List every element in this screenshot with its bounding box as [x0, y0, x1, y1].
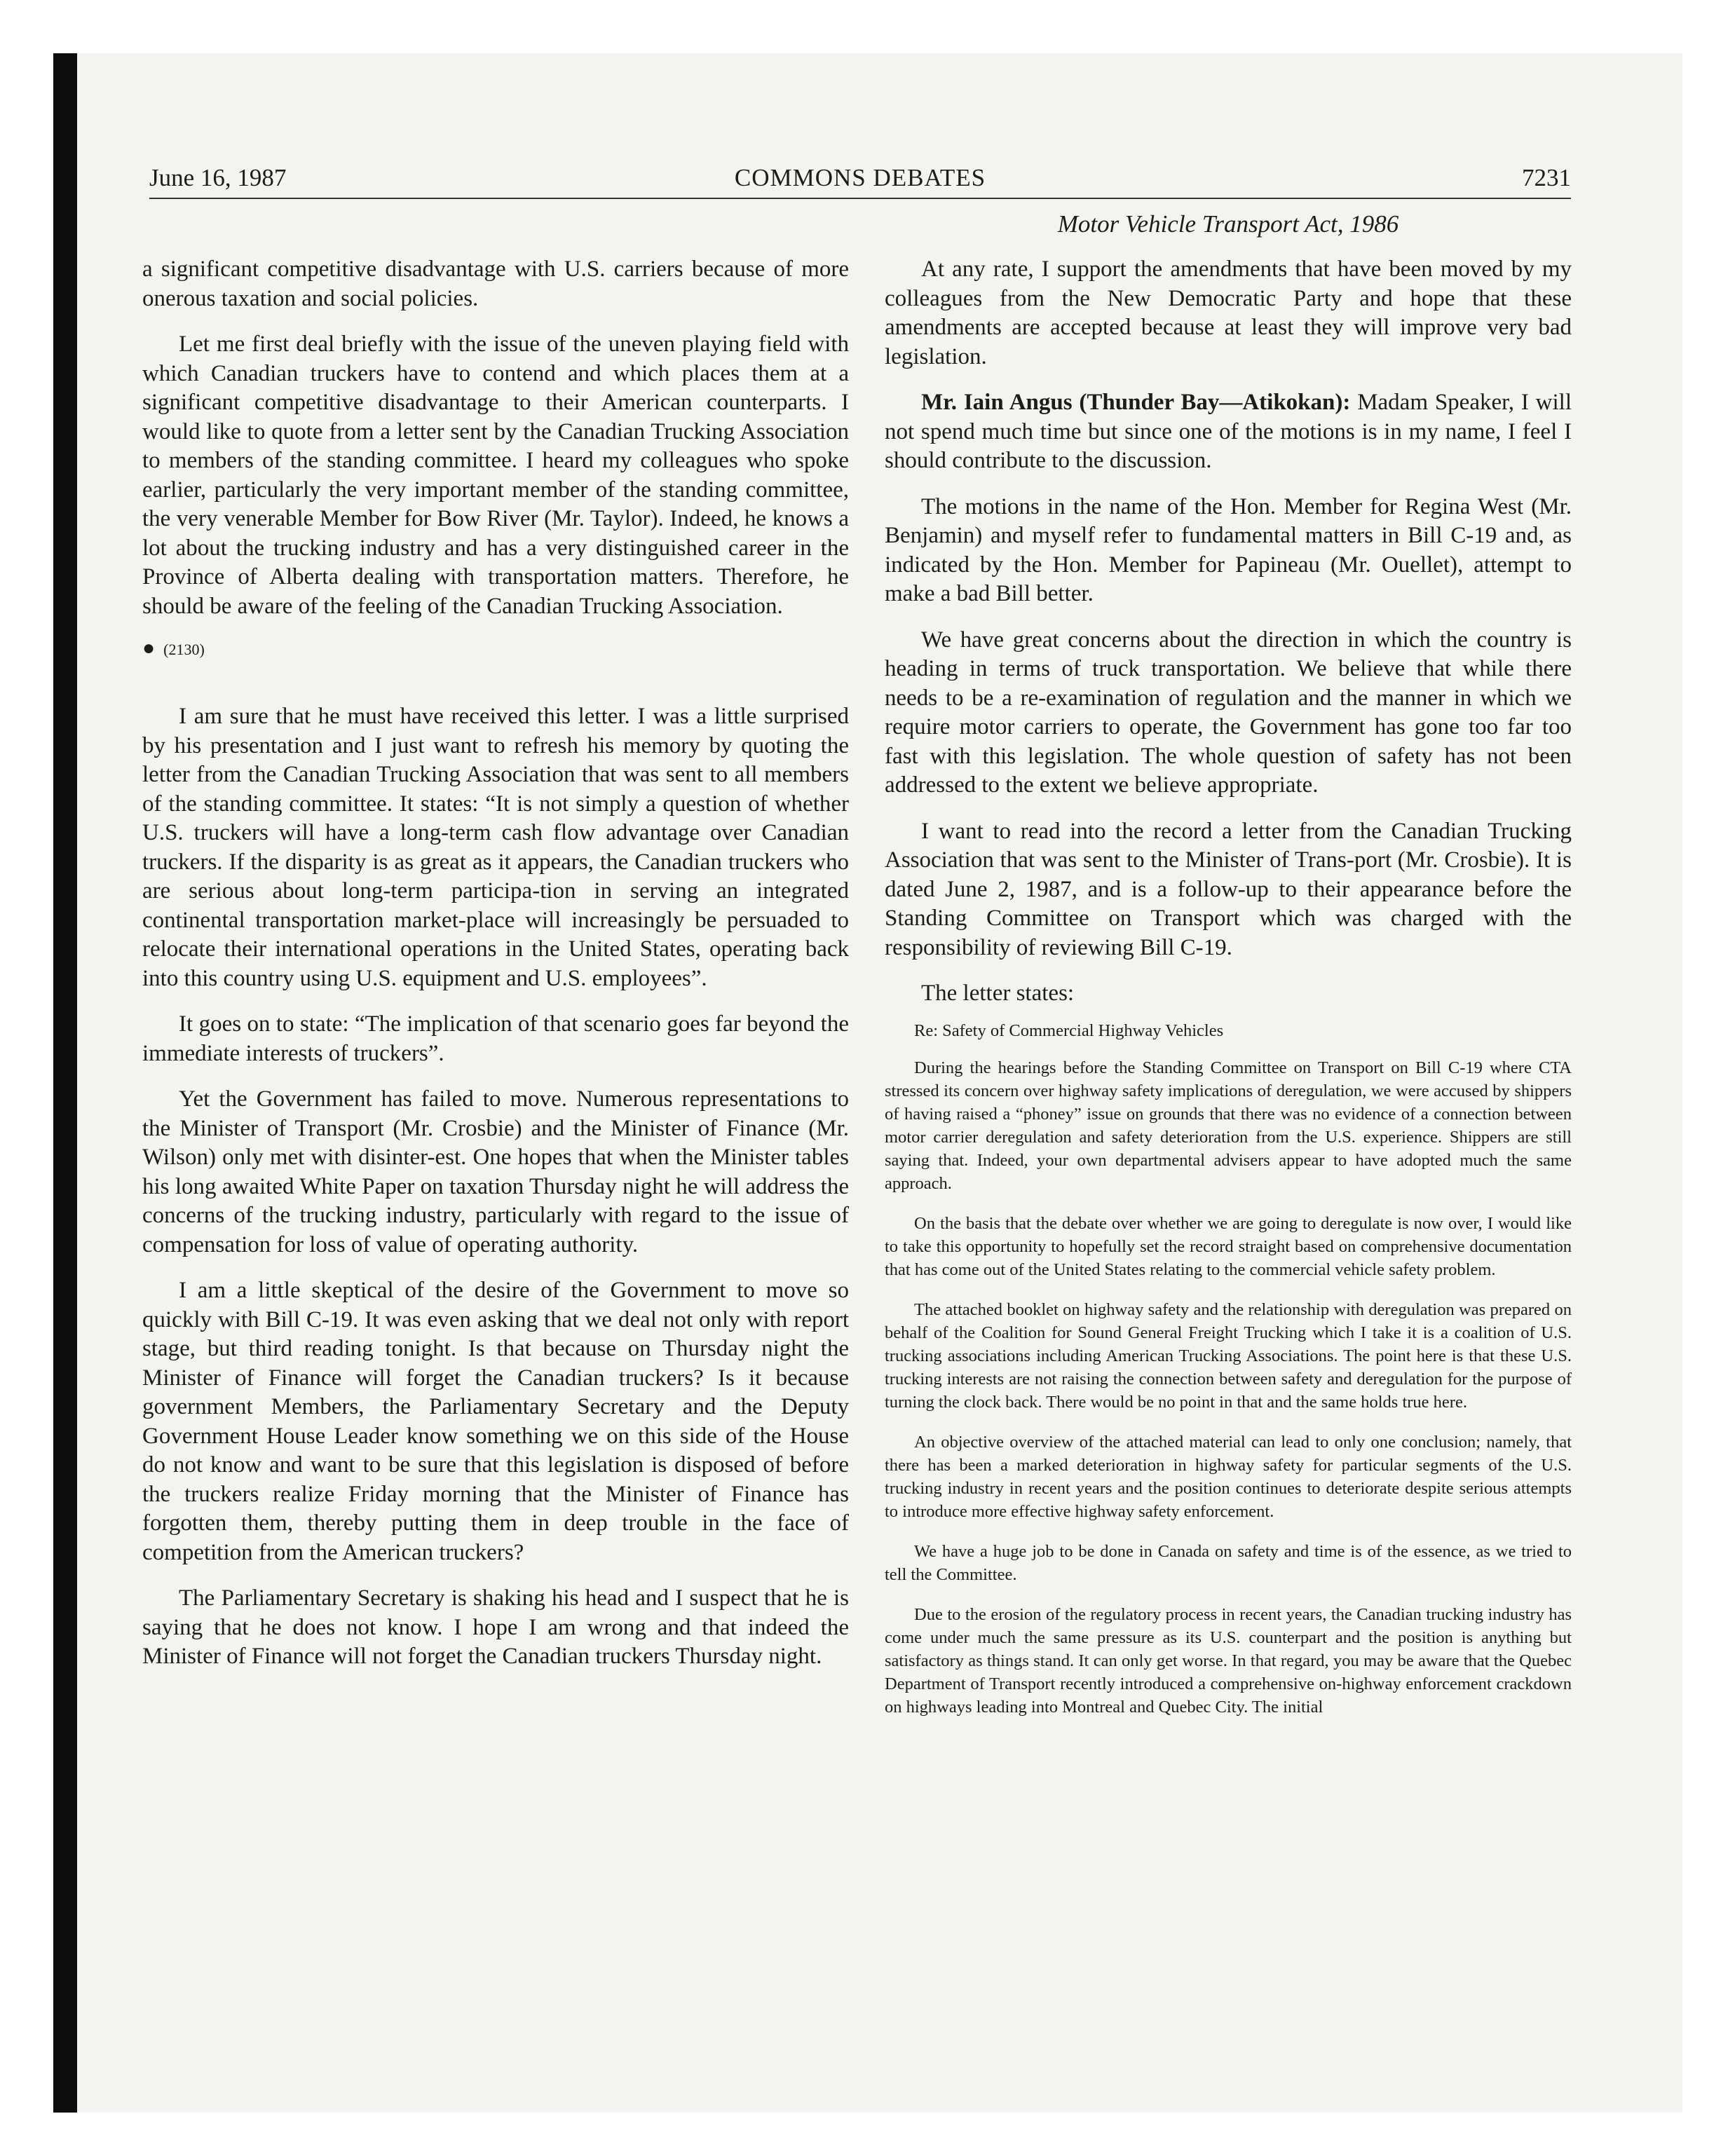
- speech-paragraph: [885, 388, 1572, 476]
- right-column: [885, 255, 1572, 1735]
- speech-text: Madam Speaker, I will not spend much time but since one of the motions is in my name, I feel I should contribute to the discussion.: [885, 390, 1572, 473]
- speaker-name: Mr. Iain Angus (Thunder Bay—Atikokan):: [921, 390, 1351, 415]
- quote-paragraph: Due to the erosion of the regulatory process in recent years, the Canadian trucking industry has come under much the same pressure as its U.S. counterpart and the position is anything but satisfactory as things stand. It can only get worse. In that regard, you may be aware that the Quebec Department of Transport recently introduced a comprehensive on-highway enforcement crackdown on highways leading into Montreal and Quebec City. The initial: [885, 1605, 1572, 1717]
- paragraph: a significant competitive disadvantage with U.S. carriers because of more onerous taxation and social policies.: [142, 257, 849, 311]
- quote-paragraph: On the basis that the debate over whether we are going to deregulate is now over, I would like to take this opportunity to hopefully set the record straight based on comprehensive documentation that has come out of the United States relating to the commercial vehicle safety problem.: [885, 1214, 1572, 1279]
- header-date: June 16, 1987: [149, 164, 287, 191]
- header-publication: COMMONS DEBATES: [734, 164, 986, 191]
- quote-paragraph: An objective overview of the attached material can lead to only one conclusion; namely, that there has been a marked deterioration in highway safety for particular segments of the U.S. trucking industry in recent years and the position continues to deteriorate despite serious attempts to introduce more effective highway safety enforcement.: [885, 1433, 1572, 1521]
- running-header: [149, 163, 1571, 199]
- left-column: [142, 255, 849, 1688]
- section-title: Motor Vehicle Transport Act, 1986: [1057, 210, 1399, 238]
- quote-paragraph: During the hearings before the Standing Committee on Transport on Bill C-19 where CTA stressed its concern over highway safety implications of deregulation, we were accused by shippers of having raised a “phoney” issue on grounds that there was no evidence of a connection between motor carrier deregulation and safety deterioration from the U.S. experience. Shippers are still saying that. Indeed, your own departmental advisers appear to have adopted much the same approach.: [885, 1058, 1572, 1193]
- scan-edge-bar: [53, 53, 77, 2113]
- paragraph: Yet the Government has failed to move. Numerous representations to the Minister of Transport (Mr. Crosbie) and the Minister of Finance (Mr. Wilson) only met with disinter-est. One hopes that when the Minister tables his long awaited White Paper on taxation Thursday night he will address the concerns of the trucking industry, particularly with regard to the issue of compensation for loss of value of operating authority.: [142, 1086, 849, 1257]
- paragraph: I am a little skeptical of the desire of the Government to move so quickly with Bill C-19. It was even asking that we deal not only with report stage, but third reading tonight. Is that because on Thursday night the Minister of Finance will forget the Canadian truckers? Is it because government Members, the Parliamentary Secretary and the Deputy Government House Leader know something we on this side of the House do not know and want to be sure that this legislation is disposed of before the truckers realize Friday morning that the Minister of Finance has forgotten them, thereby putting them in deep trouble in the face of competition from the American truckers?: [142, 1278, 849, 1565]
- paragraph: At any rate, I support the amendments that have been moved by my colleagues from the New Democratic Party and hope that these amendments are accepted because at least they will improve very bad legislation.: [885, 257, 1572, 369]
- quote-paragraph: The attached booklet on highway safety and the relationship with deregulation was prepared on behalf of the Coalition for Sound General Freight Trucking which I take it is a coalition of U.S. trucking associations including American Trucking Associations. The point here is that these U.S. trucking interests are not raising the connection between safety and deregulation for the purpose of turning the clock back. There would be no point in that and the same holds true here.: [885, 1300, 1572, 1412]
- paragraph: The motions in the name of the Hon. Member for Regina West (Mr. Benjamin) and myself refer to fundamental matters in Bill C-19 and, as indicated by the Hon. Member for Papineau (Mr. Ouellet), attempt to make a bad Bill better.: [885, 493, 1572, 606]
- time-marker: [142, 638, 849, 660]
- paragraph: Let me first deal briefly with the issue of the uneven playing field with which Canadian truckers have to contend and which places them at a significant competitive disadvantage to their American counterparts. I would like to quote from a letter sent by the Canadian Trucking Association to members of the standing committee. I heard my colleagues who spoke earlier, particularly the very important member of the standing committee, the very venerable Member for Bow River (Mr. Taylor). Indeed, he knows a lot about the trucking industry and has a very distinguished career in the Province of Alberta dealing with transportation matters. Therefore, he should be aware of the feeling of the Canadian Trucking Association.: [142, 332, 849, 619]
- time-marker-label: (2130): [163, 641, 205, 658]
- paragraph: I want to read into the record a letter from the Canadian Trucking Association that was sent to the Minister of Trans-port (Mr. Crosbie). It is dated June 2, 1987, and is a follow-up to their appearance before the Standing Committee on Transport which was charged with the responsibility of reviewing Bill C-19.: [885, 818, 1572, 960]
- bullet-icon: ●: [142, 636, 156, 660]
- paragraph: The Parliamentary Secretary is shaking his head and I suspect that he is saying that he does not know. I hope I am wrong and that indeed the Minister of Finance will not forget the Canadian truckers Thursday night.: [142, 1585, 849, 1669]
- paragraph: We have great concerns about the direction in which the country is heading in terms of truck transportation. We believe that while there needs to be a re-examination of regulation and the manner in which we require motor carriers to operate, the Government has gone too far too fast with this legislation. The whole question of safety has not been addressed to the extent we believe appropriate.: [885, 627, 1572, 798]
- paragraph: I am sure that he must have received this letter. I was a little surprised by his presentation and I just want to refresh his memory by quoting the letter from the Canadian Trucking Association that was sent to all members of the standing committee. It states: “It is not simply a question of whether U.S. truckers will have a long-term cash flow advantage over Canadian truckers. If the disparity is as great as it appears, the Canadian truckers who are serious about long-term participa-tion in serving an integrated continental transportation market-place will increasingly be persuaded to relocate their international operations in the United States, operating back into this country using U.S. equipment and U.S. employees”.: [142, 704, 849, 991]
- quote-subject-line: Re: Safety of Commercial Highway Vehicles: [914, 1021, 1224, 1040]
- header-page-number: 7231: [1522, 164, 1571, 191]
- paragraph: The letter states:: [921, 981, 1075, 1006]
- paragraph: It goes on to state: “The implication of that scenario goes far beyond the immediate interests of truckers”.: [142, 1011, 849, 1066]
- quote-paragraph: We have a huge job to be done in Canada on safety and time is of the essence, as we tried to tell the Committee.: [885, 1542, 1572, 1584]
